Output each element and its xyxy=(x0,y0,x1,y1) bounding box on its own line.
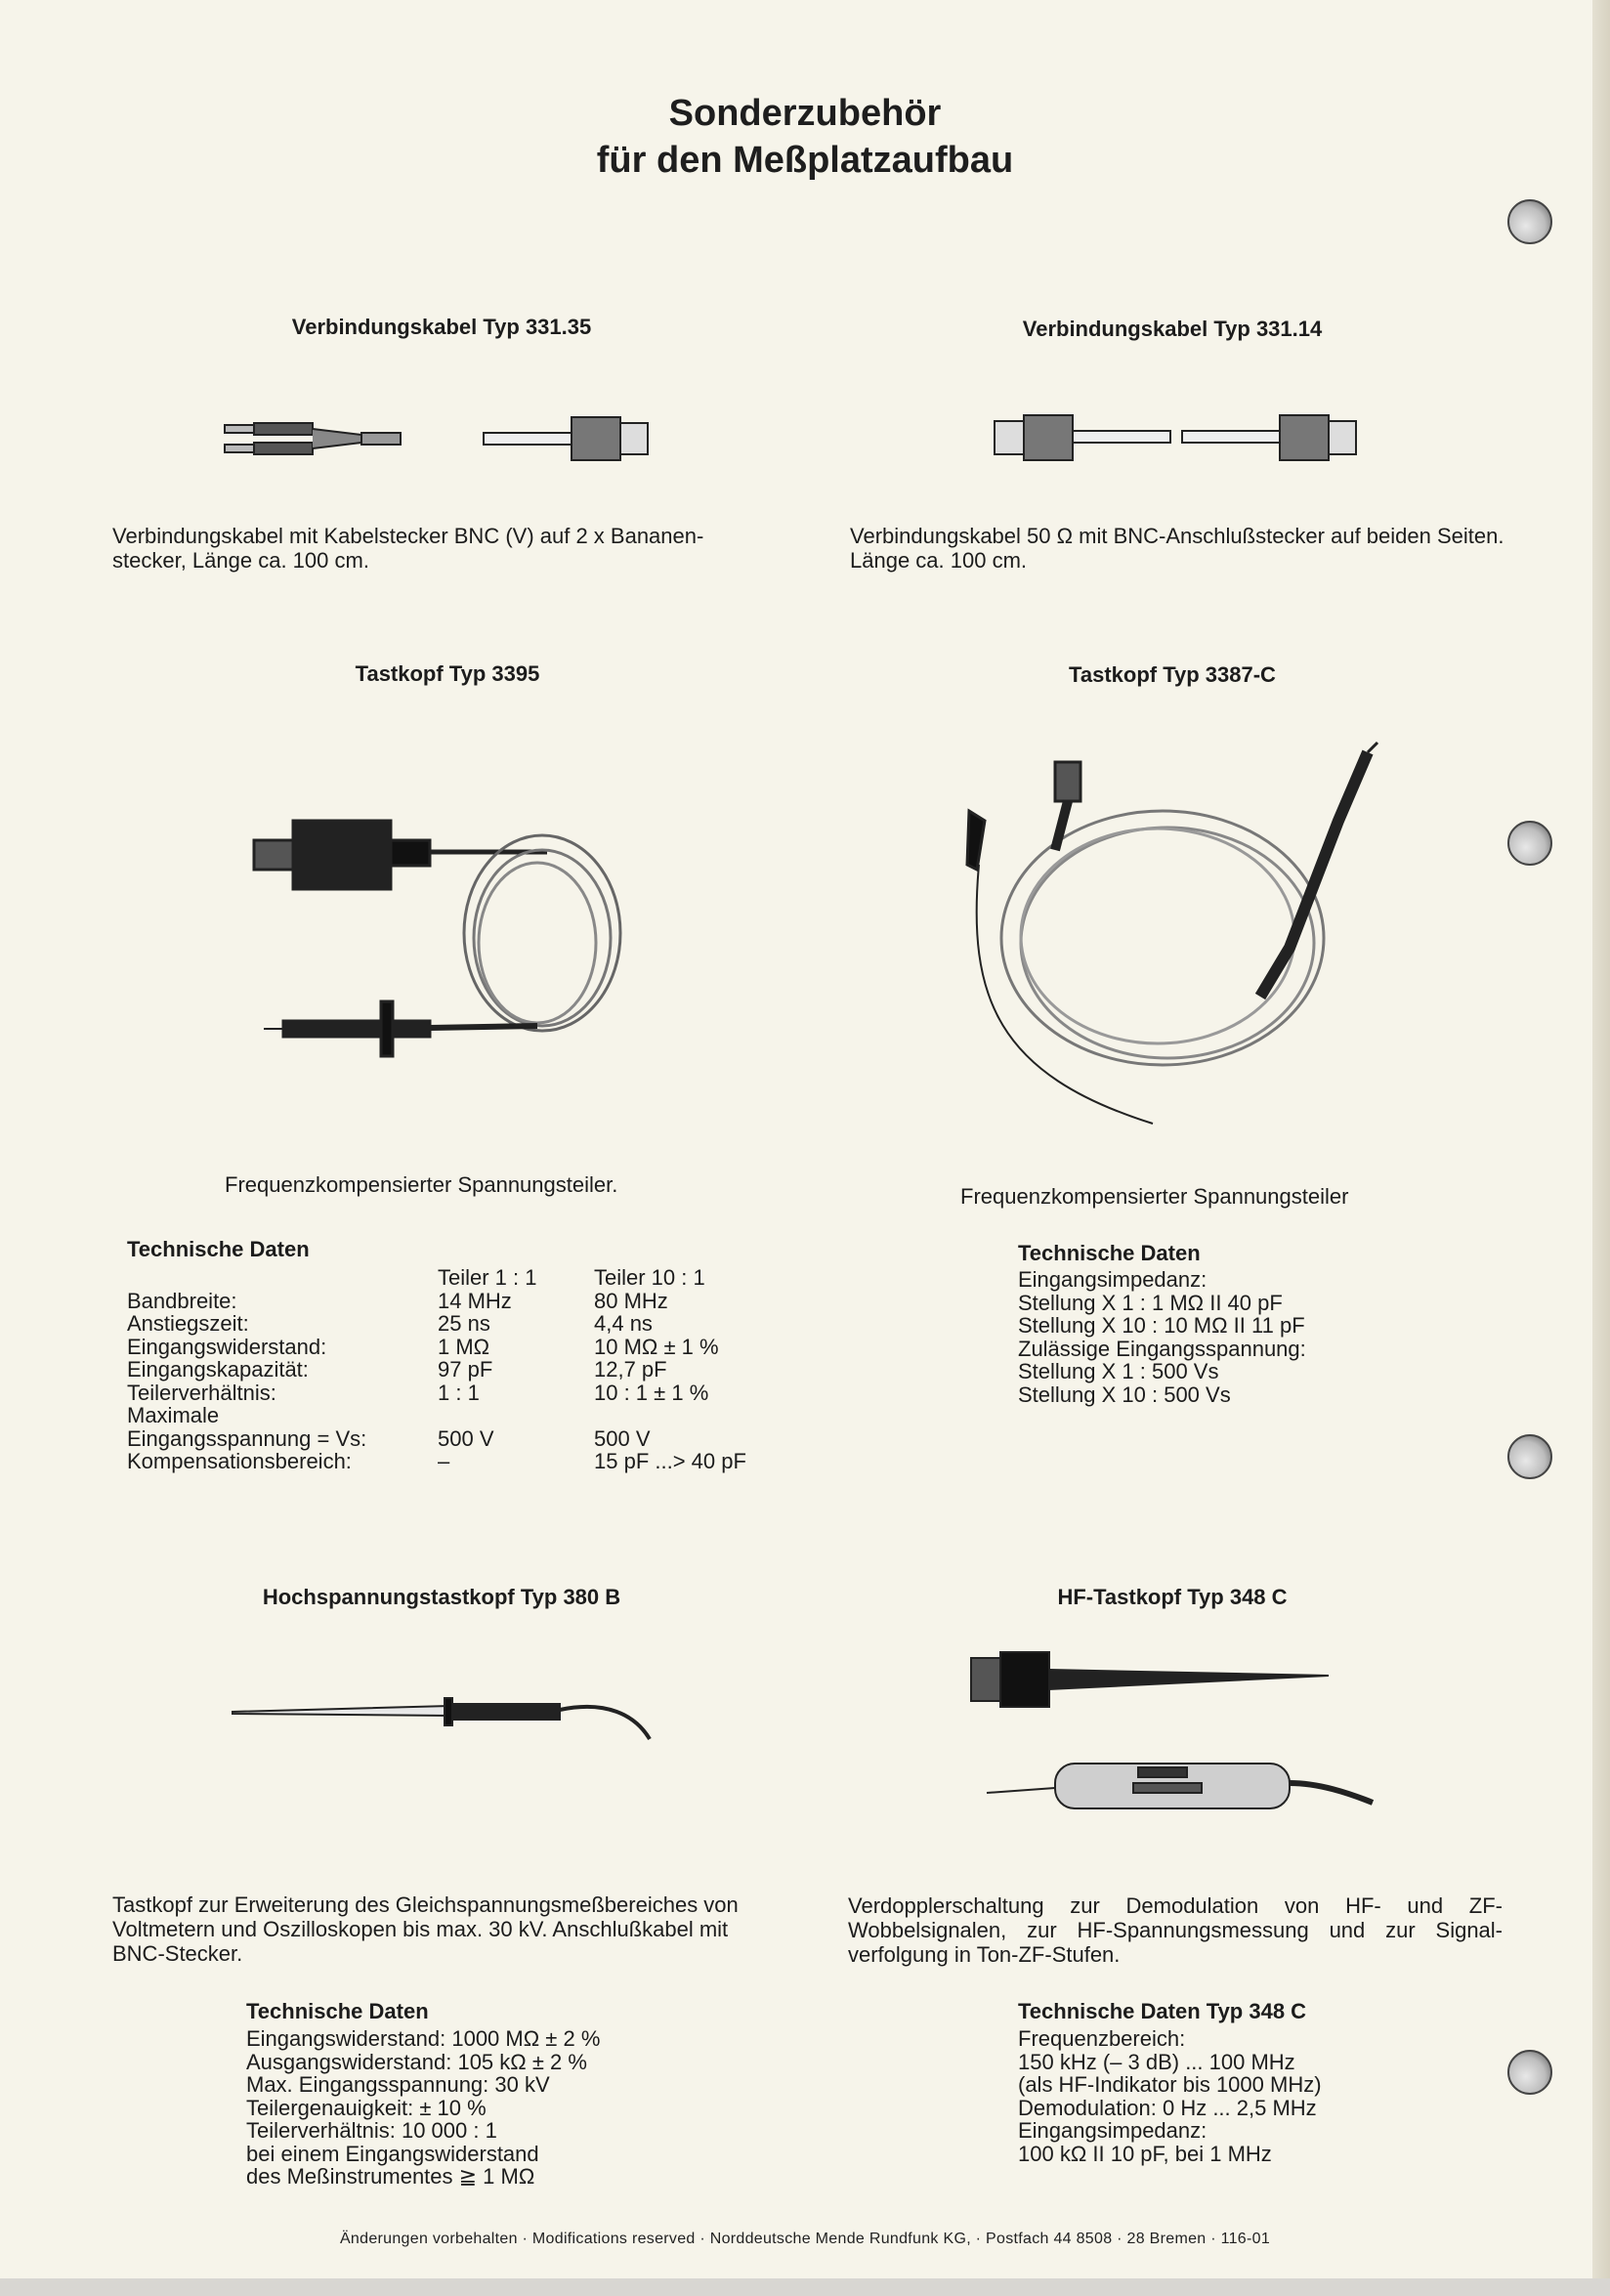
table-cell: Bandbreite: xyxy=(127,1288,237,1313)
table-cell: Kompensationsbereich: xyxy=(127,1449,352,1473)
table-cell: 4,4 ns xyxy=(594,1311,653,1336)
hf-348c-description: Verdopplerschaltung zur Demodulation von HF- und ZF-Wobbelsignalen, zur HF-Spannungsmessung und zur Signal-verfolgung in Ton-ZF-Stufen. xyxy=(848,1893,1503,1967)
table-cell: 1 : 1 xyxy=(438,1380,480,1405)
table-cell: Eingangsspannung = Vs: xyxy=(127,1425,367,1451)
tastkopf-3395-image xyxy=(244,801,655,1084)
table-cell: Eingangskapazität: xyxy=(127,1357,309,1382)
list-item: Frequenzbereich: xyxy=(1018,2026,1186,2051)
table-row xyxy=(127,1450,746,1473)
table-cell: 14 MHz xyxy=(438,1288,512,1313)
list-item: bei einem Eingangswiderstand xyxy=(246,2141,539,2166)
hochspannung-380b-heading: Hochspannungstastkopf Typ 380 B xyxy=(262,1585,621,1609)
list-item: Ausgangswiderstand: 105 kΩ ± 2 % xyxy=(246,2049,587,2074)
table-cell: 500 V xyxy=(594,1425,651,1451)
footer-imprint: Änderungen vorbehalten · Modifications reserved · Norddeutsche Mende Rundfunk KG, · Postfach 44 8508 · 28 Bremen · 116-01 xyxy=(339,2231,1271,2247)
table-cell xyxy=(438,1404,594,1427)
punch-hole-2 xyxy=(1507,821,1552,866)
table-cell: Maximale xyxy=(127,1403,220,1427)
list-item: Zulässige Eingangsspannung: xyxy=(1018,1336,1306,1361)
table-cell: 10 : 1 ± 1 % xyxy=(594,1380,709,1405)
table-header-cell xyxy=(127,1266,438,1290)
table-cell: 97 pF xyxy=(438,1357,493,1382)
tastkopf-3387c-heading: Tastkopf Typ 3387-C xyxy=(1069,662,1276,687)
table-cell: Eingangswiderstand: xyxy=(127,1334,327,1359)
list-item: Stellung X 1 : 500 Vs xyxy=(1018,1359,1219,1383)
table-row xyxy=(127,1427,746,1451)
list-item: Demodulation: 0 Hz ... 2,5 MHz xyxy=(1018,2095,1317,2120)
list-item: Max. Eingangsspannung: 30 kV xyxy=(246,2072,550,2097)
list-item: Eingangswiderstand: 1000 MΩ ± 2 % xyxy=(246,2026,601,2051)
table-cell: 25 ns xyxy=(438,1311,490,1336)
page-title-line-1: Sonderzubehör xyxy=(668,93,942,134)
list-item: Stellung X 10 : 500 Vs xyxy=(1018,1382,1231,1407)
tastkopf-3395-description: Frequenzkompensierter Spannungsteiler. xyxy=(225,1172,618,1197)
punch-hole-4 xyxy=(1507,2050,1552,2095)
list-item: 100 kΩ II 10 pF, bei 1 MHz xyxy=(1018,2141,1272,2166)
list-item: des Meßinstrumentes ≧ 1 MΩ xyxy=(246,2164,535,2189)
table-cell: 12,7 pF xyxy=(594,1357,667,1382)
tastkopf-3395-spec-table xyxy=(127,1266,746,1473)
table-cell: Teilerverhältnis: xyxy=(127,1380,276,1405)
table-header-row xyxy=(127,1266,746,1290)
hf-348c-tech-list xyxy=(1018,2027,1322,2165)
table-header-cell: Teiler 1 : 1 xyxy=(438,1265,537,1290)
tastkopf-3395-tech-heading: Technische Daten xyxy=(127,1237,310,1261)
hf-348c-image xyxy=(967,1646,1387,1812)
hf-348c-heading: HF-Tastkopf Typ 348 C xyxy=(1057,1585,1288,1609)
table-cell: 15 pF ...> 40 pF xyxy=(594,1449,746,1473)
punch-hole-3 xyxy=(1507,1434,1552,1479)
kabel-33135-image xyxy=(215,405,664,474)
tastkopf-3387c-tech-heading: Technische Daten xyxy=(1018,1241,1201,1265)
kabel-33114-description: Verbindungskabel 50 Ω mit BNC-Anschlußstecker auf beiden Seiten. Länge ca. 100 cm. xyxy=(850,524,1504,573)
kabel-33135-description: Verbindungskabel mit Kabelstecker BNC (V) auf 2 x Bananen-stecker, Länge ca. 100 cm. xyxy=(112,524,704,573)
table-row xyxy=(127,1290,746,1313)
hochspannung-380b-tech-list xyxy=(246,2027,600,2189)
kabel-33114-heading: Verbindungskabel Typ 331.14 xyxy=(1022,317,1323,341)
tastkopf-3387c-tech-list xyxy=(1018,1268,1306,1406)
tastkopf-3387c-description: Frequenzkompensierter Spannungsteiler xyxy=(960,1184,1349,1209)
hochspannung-380b-description: Tastkopf zur Erweiterung des Gleichspannungsmeßbereiches von Voltmetern und Oszilloskopen bis max. 30 kV. Anschlußkabel mit BNC-Stecker. xyxy=(112,1892,739,1966)
table-cell: 80 MHz xyxy=(594,1288,668,1313)
page-title-line-2: für den Meßplatzaufbau xyxy=(596,140,1014,181)
table-cell: Anstiegszeit: xyxy=(127,1311,249,1336)
page-title xyxy=(0,90,1610,184)
kabel-33114-image xyxy=(987,405,1358,474)
list-item: Teilerverhältnis: 10 000 : 1 xyxy=(246,2118,497,2143)
punch-hole-1 xyxy=(1507,199,1552,244)
table-row xyxy=(127,1382,746,1405)
list-item: Teilergenauigkeit: ± 10 % xyxy=(246,2095,487,2120)
list-item: (als HF-Indikator bis 1000 MHz) xyxy=(1018,2072,1322,2097)
list-item: Stellung X 10 : 10 MΩ II 11 pF xyxy=(1018,1313,1305,1338)
page-right-edge xyxy=(1592,0,1610,2296)
list-item: Eingangsimpedanz: xyxy=(1018,2118,1208,2143)
table-cell: 1 MΩ xyxy=(438,1334,490,1359)
page-bottom-edge xyxy=(0,2278,1610,2296)
table-header-cell: Teiler 10 : 1 xyxy=(594,1265,705,1290)
table-row xyxy=(127,1358,746,1382)
table-cell: 500 V xyxy=(438,1425,494,1451)
table-row xyxy=(127,1336,746,1359)
list-item: Eingangsimpedanz: xyxy=(1018,1267,1208,1292)
hochspannung-380b-image xyxy=(225,1661,655,1739)
tastkopf-3395-heading: Tastkopf Typ 3395 xyxy=(355,661,540,686)
list-item: Stellung X 1 : 1 MΩ II 40 pF xyxy=(1018,1290,1283,1315)
tastkopf-3387c-image xyxy=(957,743,1387,1133)
table-row xyxy=(127,1312,746,1336)
hf-348c-tech-heading: Technische Daten Typ 348 C xyxy=(1018,1999,1307,2023)
table-row xyxy=(127,1404,746,1427)
table-cell: – xyxy=(438,1449,450,1473)
list-item: 150 kHz (– 3 dB) ... 100 MHz xyxy=(1018,2049,1295,2074)
table-cell xyxy=(594,1404,746,1427)
kabel-33135-heading: Verbindungskabel Typ 331.35 xyxy=(291,315,592,339)
hochspannung-380b-tech-heading: Technische Daten xyxy=(246,1999,429,2023)
table-cell: 10 MΩ ± 1 % xyxy=(594,1334,719,1359)
